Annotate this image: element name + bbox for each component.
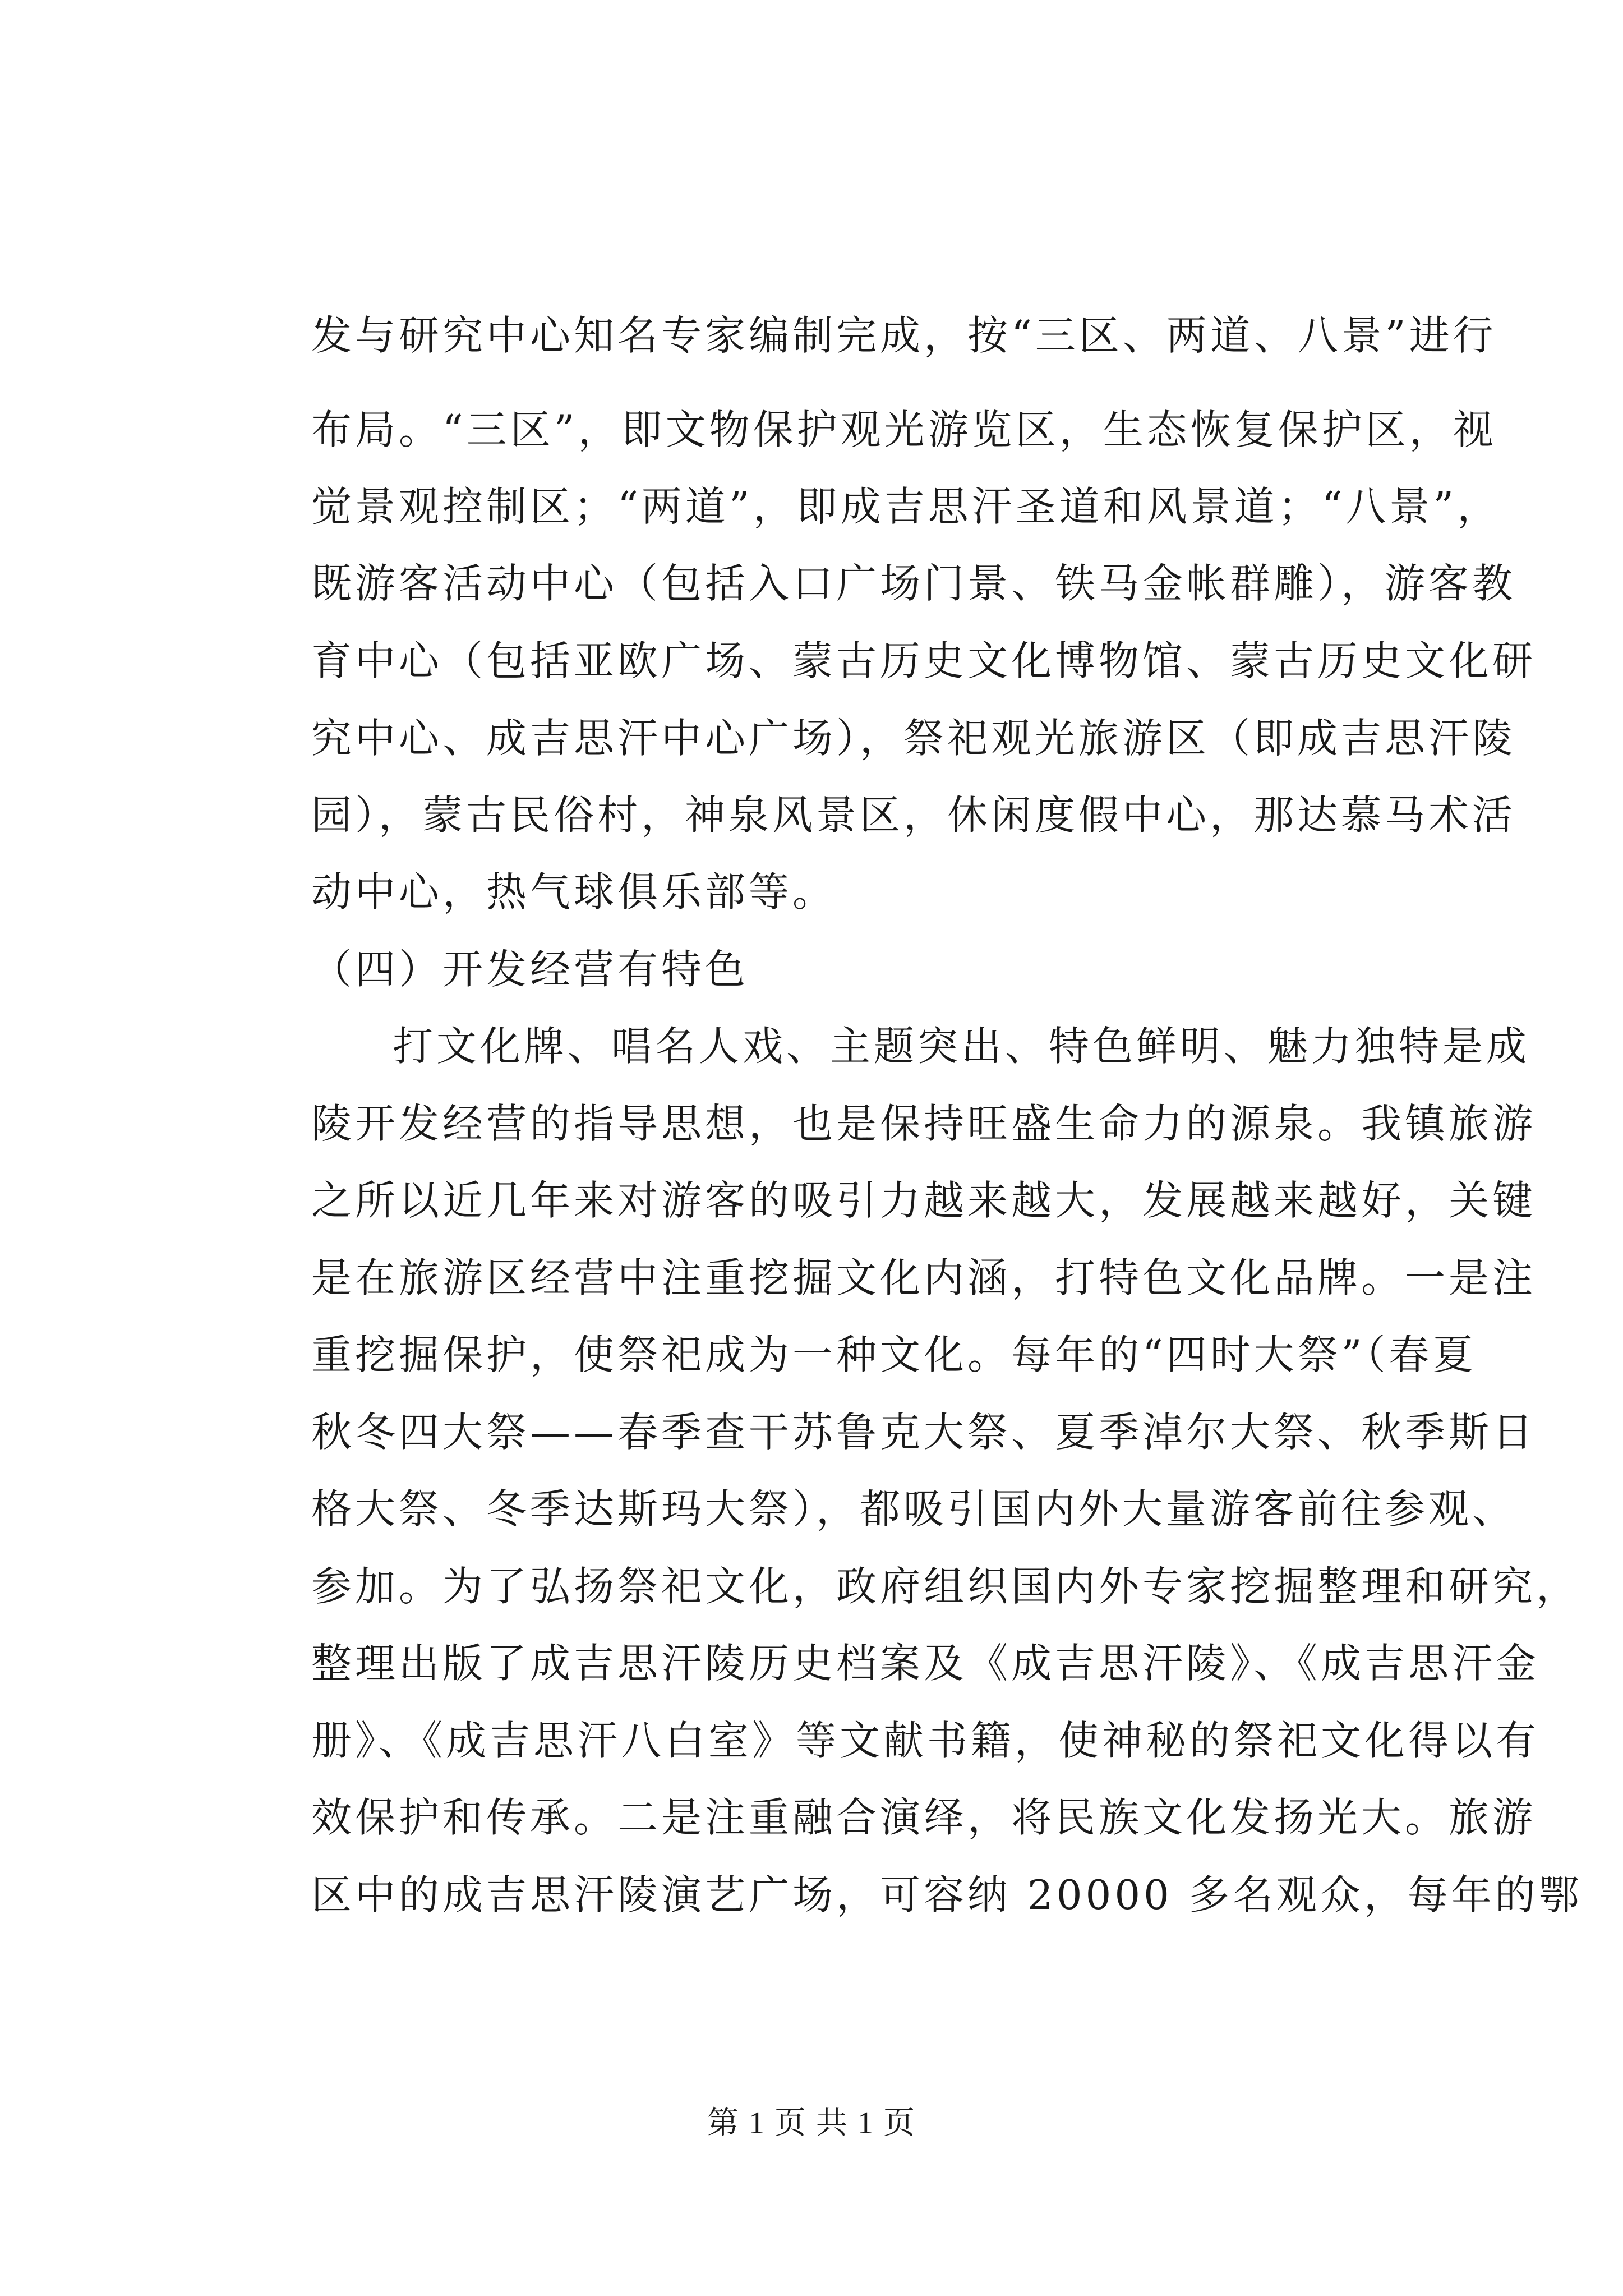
body-text-line: 格大祭、冬季达斯玛大祭），都吸引国内外大量游客前往参观、 [311,1485,1516,1533]
body-text-line: 重挖掘保护，使祭祀成为一种文化。每年的“四时大祭”（春夏 [311,1331,1477,1378]
body-text-line: 之所以近几年来对游客的吸引力越来越大，发展越来越好，关键 [311,1177,1537,1224]
body-text-line: 参加。为了弘扬祭祀文化，政府组织国内外专家挖掘整理和研究， [311,1563,1580,1610]
body-text-line: 是在旅游区经营中注重挖掘文化内涵，打特色文化品牌。一是注 [311,1254,1537,1301]
body-text-line: 册》、《成吉思汗八白室》等文献书籍，使神秘的祭祀文化得以有 [311,1717,1540,1764]
body-text-line: 发与研究中心知名专家编制完成，按“三区、两道、八景”进行 [311,312,1497,359]
body-text-line: 既游客活动中心（包括入口广场门景、铁马金帐群雕），游客教 [311,560,1516,607]
body-text-line: 动中心，热气球俱乐部等。 [311,868,837,915]
body-text-line: 陵开发经营的指导思想，也是保持旺盛生命力的源泉。我镇旅游 [311,1100,1537,1147]
body-text-line: 育中心（包括亚欧广场、蒙古历史文化博物馆、蒙古历史文化研 [311,637,1537,684]
body-text-line: 园），蒙古民俗村，神泉风景区，休闲度假中心，那达慕马术活 [311,792,1516,839]
section-heading: （四）开发经营有特色 [311,946,749,993]
body-text-line: 整理出版了成吉思汗陵历史档案及《成吉思汗陵》、《成吉思汗金 [311,1640,1540,1687]
paragraph-first-line: 打文化牌、唱名人戏、主题突出、特色鲜明、魅力独特是成 [393,1023,1530,1070]
page-footer: 第 1 页 共 1 页 [707,2106,916,2141]
body-text-line: 布局。“三区”，即文物保护观光游览区，生态恢复保护区，视 [311,406,1497,453]
body-text-line: 究中心、成吉思汗中心广场），祭祀观光旅游区（即成吉思汗陵 [311,715,1516,762]
body-text-line: 觉景观控制区；“两道”，即成吉思汗圣道和风景道；“八景”， [311,483,1501,530]
body-text-line: 效保护和传承。二是注重融合演绎，将民族文化发扬光大。旅游 [311,1794,1537,1841]
body-text-line: 区中的成吉思汗陵演艺广场，可容纳 20000 多名观众，每年的鄂 [311,1871,1583,1918]
body-text-line: 秋冬四大祭——春季查干苏鲁克大祭、夏季淖尔大祭、秋季斯日 [311,1409,1537,1456]
